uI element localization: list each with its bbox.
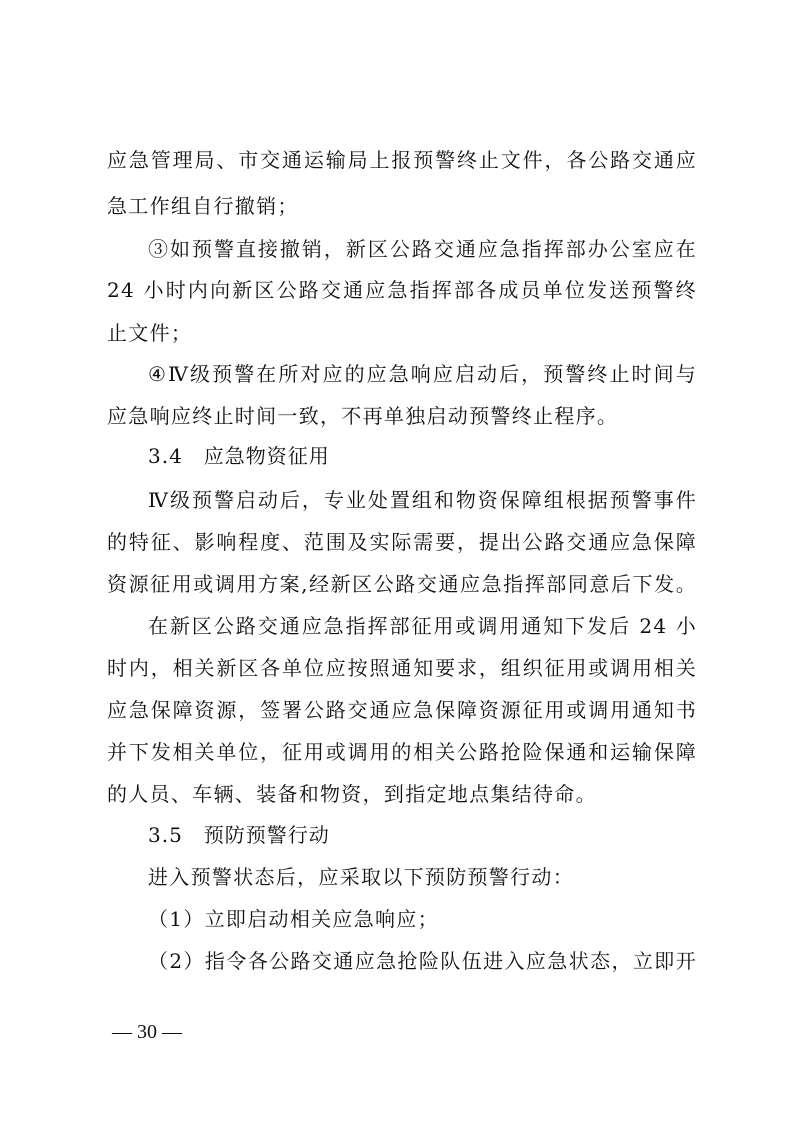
text-line: 急工作组自行撤销； bbox=[107, 194, 299, 218]
list-item: （2）指令各公路交通应急抢险队伍进入应急状态，立即开 bbox=[148, 949, 697, 973]
text-line: 应急管理局、市交通运输局上报预警终止文件，各公路交通应 bbox=[107, 148, 697, 172]
section-heading: 3.5 预防预警行动 bbox=[148, 823, 330, 847]
text-line: 24 小时内向新区公路交通应急指挥部各成员单位发送预警终 bbox=[107, 278, 697, 302]
text-line: ④Ⅳ级预警在所对应的应急响应启动后，预警终止时间与 bbox=[148, 362, 697, 386]
text-line: 资源征用或调用方案,经新区公路交通应急指挥部同意后下发。 bbox=[107, 572, 697, 596]
text-line: 进入预警状态后，应采取以下预防预警行动： bbox=[148, 865, 574, 889]
text-line: 应急响应终止时间一致，不再单独启动预警终止程序。 bbox=[107, 404, 619, 428]
text-line: 并下发相关单位，征用或调用的相关公路抢险保通和运输保障 bbox=[107, 740, 697, 764]
text-line: 的人员、车辆、装备和物资，到指定地点集结待命。 bbox=[107, 782, 597, 806]
text-line: 在新区公路交通应急指挥部征用或调用通知下发后 24 小 bbox=[148, 614, 697, 638]
list-item: （1）立即启动相关应急响应； bbox=[148, 907, 439, 931]
text-line: 的特征、影响程度、范围及实际需要，提出公路交通应急保障 bbox=[107, 530, 697, 554]
text-line: Ⅳ级预警启动后，专业处置组和物资保障组根据预警事件 bbox=[148, 488, 697, 512]
text-line: ③如预警直接撤销，新区公路交通应急指挥部办公室应在 bbox=[148, 237, 697, 261]
text-line: 应急保障资源，签署公路交通应急保障资源征用或调用通知书 bbox=[107, 698, 697, 722]
text-line: 止文件； bbox=[107, 321, 193, 345]
page-number: — 30 — bbox=[112, 1021, 182, 1043]
text-line: 时内，相关新区各单位应按照通知要求，组织征用或调用相关 bbox=[107, 656, 697, 680]
section-heading: 3.4 应急物资征用 bbox=[148, 444, 330, 468]
